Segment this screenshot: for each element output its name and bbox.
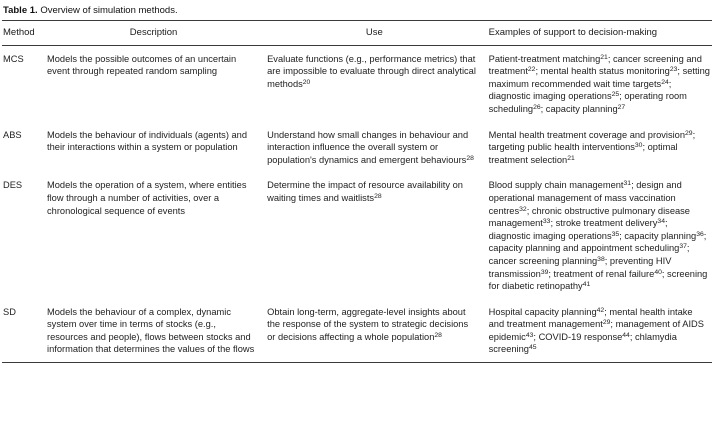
table-row <box>2 45 712 121</box>
examples-cell: Mental health treatment coverage and provision$^{29}$; targeting public health interventions$^{30}$; optimal treatment selection$^{21}$ <box>488 129 696 165</box>
column-header-use: Use <box>266 21 488 46</box>
column-header-examples: Examples of support to decision-making <box>488 21 712 46</box>
method-cell: ABS <box>3 129 22 140</box>
table-row <box>2 299 712 363</box>
use-cell: Obtain long-term, aggregate-level insights about the response of the system to strategic decisions or decisions affecting a whole population$^{28}$ <box>266 299 488 363</box>
table-caption-text: Overview of simulation methods. <box>40 5 178 16</box>
table-caption <box>2 3 712 20</box>
method-cell: DES <box>3 180 23 191</box>
examples-cell: Hospital capacity planning$^{42}$; mental health intake and treatment management$^{29}$; management of AIDS epidemic$^{43}$; COVID-19 response$^{44}$; chlamydia screening$^{45}$ <box>488 299 712 363</box>
use-cell: Determine the impact of resource availability on waiting times and waitlists$^{28}$ <box>267 180 463 203</box>
table-header-row <box>2 21 712 46</box>
examples-cell: Patient-treatment matching$^{21}$; cancer screening and treatment$^{22}$; mental health status monitoring$^{23}$; setting maximum recommended wait time targets$^{24}$; diagnostic imaging operations$^{25}$; operating room scheduling$^{26}$; capacity planning$^{27}$ <box>488 53 710 114</box>
examples-cell: Blood supply chain management$^{31}$; design and operational management of mass vaccination centres$^{32}$; chronic obstructive pulmonary disease management$^{33}$; stroke treatment delivery$^{34}$; diagnostic imaging operations$^{35}$; capacity planning$^{36}$; capacity planning and appointment scheduling$^{37}$; cancer screening planning$^{38}$; preventing HIV transmission$^{39}$; treatment of renal failure$^{40}$; screening for diabetic retinopathy$^{41}$ <box>488 180 708 292</box>
table-row <box>2 122 712 173</box>
simulation-methods-table <box>2 20 712 363</box>
method-cell: SD <box>2 299 46 363</box>
column-header-description: Description <box>46 21 266 46</box>
table-caption-label: Table 1. <box>3 5 38 16</box>
column-header-method: Method <box>2 21 46 46</box>
description-cell: Models the operation of a system, where entities flow through a number of activities, over a chronological sequence of events <box>47 180 247 216</box>
table-row <box>2 172 712 298</box>
description-cell: Models the possible outcomes of an uncertain event through repeated random sampling <box>47 53 237 77</box>
method-cell: MCS <box>3 53 24 64</box>
use-cell: Evaluate functions (e.g., performance metrics) that are impossible to evaluate through direct analytical methods$^{20}$ <box>267 53 476 89</box>
description-cell: Models the behaviour of a complex, dynamic system over time in terms of stocks (e.g., resources and people), flows between stocks and information that determines the values of the flows <box>46 299 266 363</box>
use-cell: Understand how small changes in behaviour and interaction influence the overall system or population's dynamics and emergent behaviours$^{28}$ <box>267 129 474 165</box>
description-cell: Models the behaviour of individuals (agents) and their interactions within a system or population <box>47 129 248 153</box>
